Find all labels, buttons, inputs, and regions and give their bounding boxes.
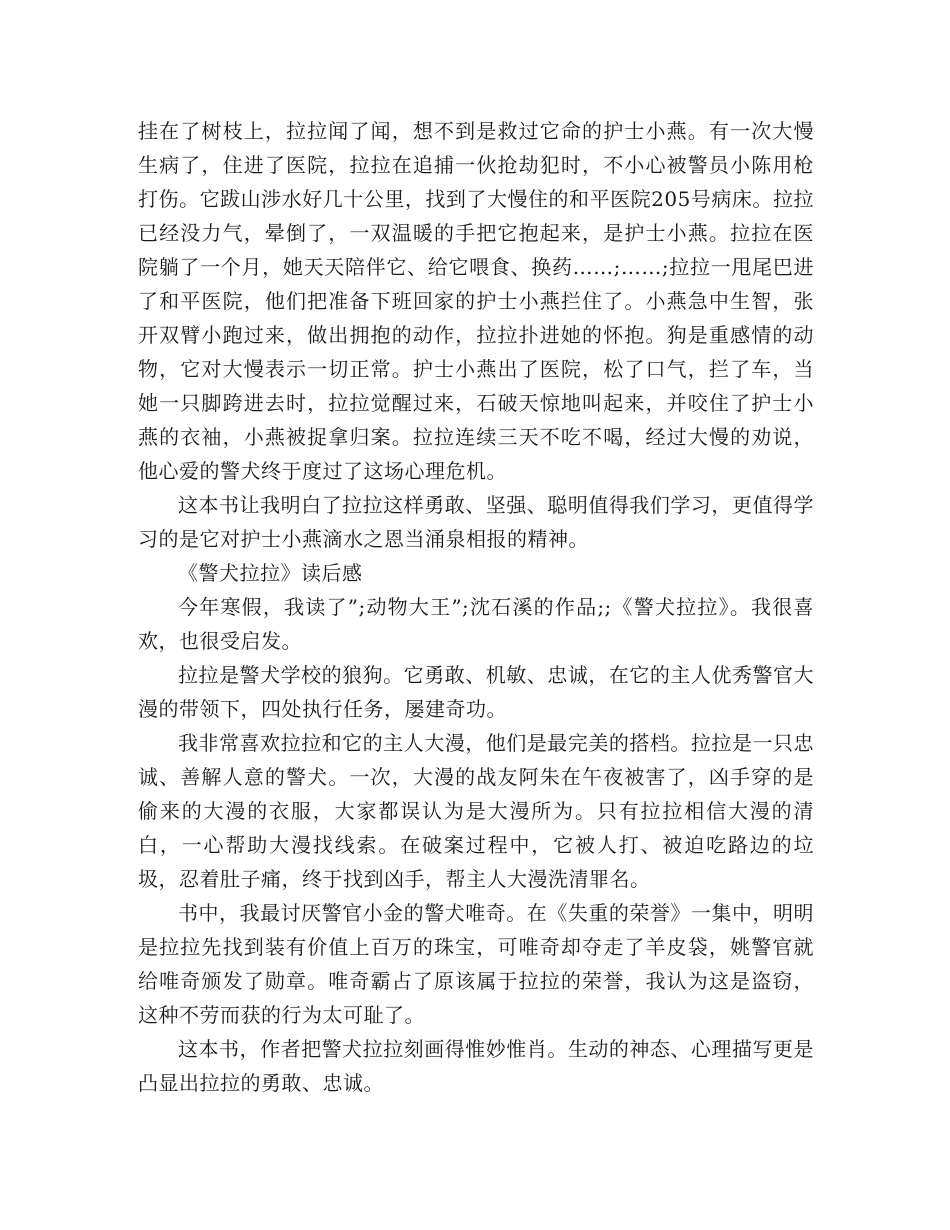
section-heading: 《警犬拉拉》读后感	[178, 561, 363, 585]
paragraph-6: 书中，我最讨厌警官小金的警犬唯奇。在《失重的荣誉》一集中，明明是拉拉先找到装有价值上百万的珠宝，可唯奇却夺走了羊皮袋，姚警官就给唯奇颁发了勋章。唯奇霸占了原该属于拉拉的荣誉，我认为这是盗窃，这种不劳而获的行为太可耻了。	[138, 901, 814, 1027]
document-page	[138, 114, 814, 1100]
paragraph-2: 这本书让我明白了拉拉这样勇敢、坚强、聪明值得我们学习，更值得学习的是它对护士小燕滴水之恩当涌泉相报的精神。	[138, 493, 814, 551]
paragraph-3: 今年寒假，我读了”;动物大王”;沈石溪的作品;;《警犬拉拉》。我很喜欢，也很受启发。	[138, 595, 814, 653]
paragraph-4: 拉拉是警犬学校的狼狗。它勇敢、机敏、忠诚，在它的主人优秀警官大漫的带领下，四处执行任务，屡建奇功。	[138, 663, 814, 721]
paragraph-1: 挂在了树枝上，拉拉闻了闻，想不到是救过它命的护士小燕。有一次大慢生病了，住进了医院，拉拉在追捕一伙抢劫犯时，不小心被警员小陈用枪打伤。它跋山涉水好几十公里，找到了大慢住的和平医院205号病床。拉拉已经没力气，晕倒了，一双温暖的手把它抱起来，是护士小燕。拉拉在医院躺了一个月，她天天陪伴它、给它喂食、换药……;……;拉拉一甩尾巴进了和平医院，他们把准备下班回家的护士小燕拦住了。小燕急中生智，张开双臂小跑过来，做出拥抱的动作，拉拉扑进她的怀抱。狗是重感情的动物，它对大慢表示一切正常。护士小燕出了医院，松了口气，拦了车，当她一只脚跨进去时，拉拉觉醒过来，石破天惊地叫起来，并咬住了护士小燕的衣袖，小燕被捉拿归案。拉拉连续三天不吃不喝，经过大慢的劝说，他心爱的警犬终于度过了这场心理危机。	[138, 119, 814, 483]
paragraph-5: 我非常喜欢拉拉和它的主人大漫，他们是最完美的搭档。拉拉是一只忠诚、善解人意的警犬。一次，大漫的战友阿朱在午夜被害了，凶手穿的是偷来的大漫的衣服，大家都误认为是大漫所为。只有拉拉相信大漫的清白，一心帮助大漫找线索。在破案过程中，它被人打、被迫吃路边的垃圾，忍着肚子痛，终于找到凶手，帮主人大漫洗清罪名。	[138, 731, 814, 891]
paragraph-7: 这本书，作者把警犬拉拉刻画得惟妙惟肖。生动的神态、心理描写更是凸显出拉拉的勇敢、忠诚。	[138, 1037, 814, 1095]
